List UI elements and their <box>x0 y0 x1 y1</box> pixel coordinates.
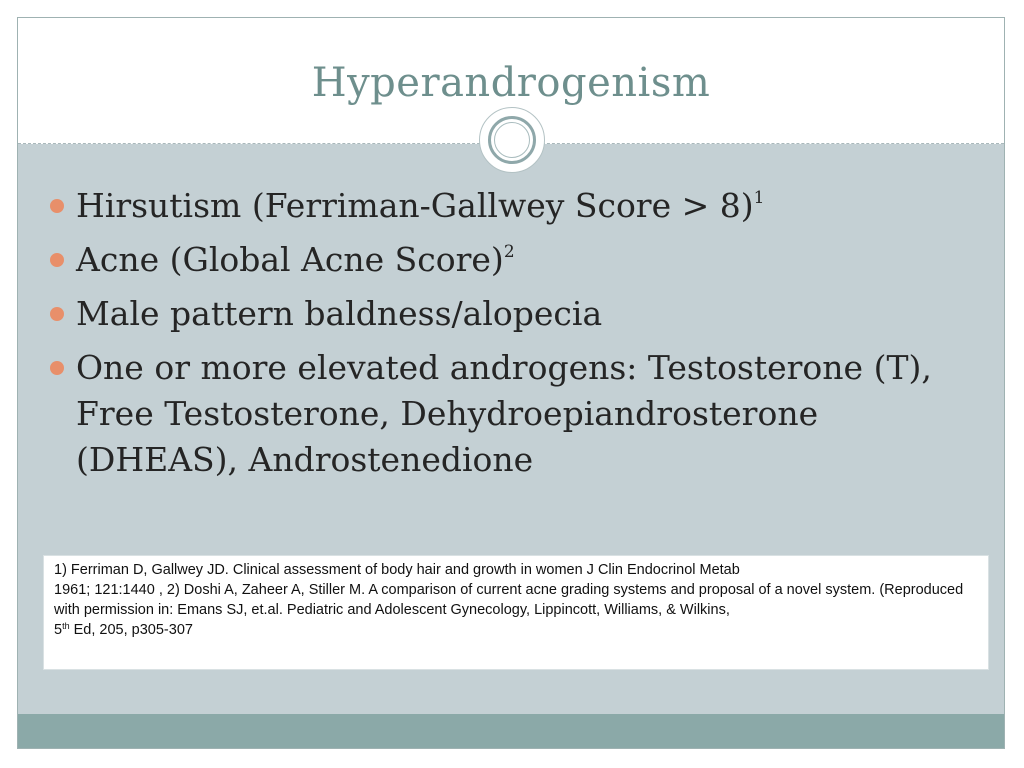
bullet-item-hirsutism <box>50 183 970 229</box>
circle-ornament-icon <box>479 107 545 173</box>
reference-line-3 <box>54 620 978 640</box>
bullet-dot-icon <box>50 361 64 375</box>
reference-line-1: 1) Ferriman D, Gallwey JD. Clinical assessment of body hair and growth in women J Clin Endocrinol Metab <box>54 562 740 578</box>
footnote-marker: 2 <box>503 242 515 262</box>
bullet-text: One or more elevated androgens: Testosterone (T), Free Testosterone, Dehydroepiandrosterone (DHEAS), Androstenedione <box>76 348 932 479</box>
bullet-dot-icon <box>50 199 64 213</box>
bullet-text: Male pattern baldness/alopecia <box>76 294 603 333</box>
bullet-dot-icon <box>50 307 64 321</box>
footer-band <box>18 714 1004 748</box>
slide <box>17 17 1005 749</box>
bullet-dot-icon <box>50 253 64 267</box>
edition-number: 5 <box>54 622 63 638</box>
bullet-item-acne <box>50 237 970 283</box>
references-box <box>43 555 989 670</box>
bullet-item-alopecia <box>50 291 970 337</box>
bullet-text: Hirsutism (Ferriman-Gallwey Score > 8) <box>76 186 754 225</box>
edition-suffix: th <box>62 621 70 631</box>
edition-details: Ed, 205, p305-307 <box>69 622 193 638</box>
reference-line-2: 1961; 121:1440 , 2) Doshi A, Zaheer A, Stiller M. A comparison of current acne grading systems and proposal of a novel system. (Reproduced with permission in: Emans SJ, et.al. Pediatric and Adolescent Gynecology, Lippincott, Williams, & Wilkins, <box>54 582 964 618</box>
footnote-marker: 1 <box>753 188 765 208</box>
bullet-text: Acne (Global Acne Score) <box>76 240 504 279</box>
slide-title: Hyperandrogenism <box>311 60 711 106</box>
bullet-item-androgens <box>50 345 970 483</box>
bullet-list <box>50 183 970 491</box>
